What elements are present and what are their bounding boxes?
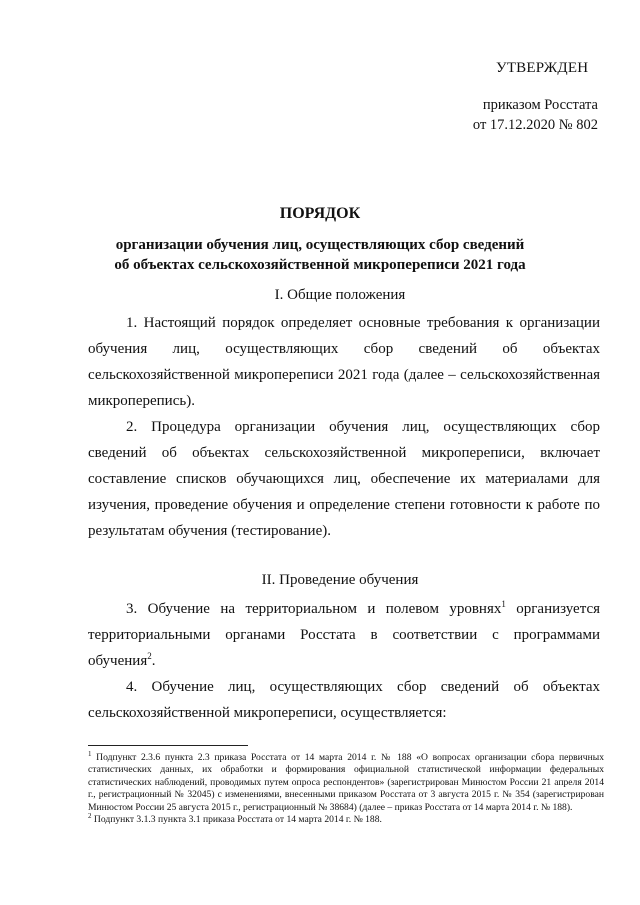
footnote-divider <box>88 745 248 746</box>
footnote-ref-1: 1 <box>501 599 506 609</box>
order-reference <box>473 95 598 135</box>
footnote-2-mark: 2 <box>88 811 92 820</box>
paragraph-3-text-b: организуется территориальными органами Росстата в соответствии с программами обучения <box>88 601 600 669</box>
paragraph-3-text-a: 3. Обучение на территориальном и полевом уровнях <box>126 601 502 617</box>
approved-stamp: УТВЕРЖДЕН <box>496 60 589 76</box>
footnote-1-mark: 1 <box>88 749 92 758</box>
document-subtitle <box>0 235 640 275</box>
subtitle-line-2: об объектах сельскохозяйственной микропереписи 2021 года <box>114 257 526 273</box>
order-line-2: от 17.12.2020 № 802 <box>472 117 598 133</box>
footnote-2-text: Подпункт 3.1.3 пункта 3.1 приказа Росстата от 14 марта 2014 г. № 188. <box>91 814 382 826</box>
document-title: ПОРЯДОК <box>279 205 361 222</box>
paragraph-3-text-c: . <box>151 653 156 669</box>
paragraph-4: 4. Обучение лиц, осуществляющих сбор сведений об объектах сельскохозяйственной микропереписи, осуществляется: <box>88 679 600 721</box>
footnote-2 <box>88 811 604 826</box>
footnotes <box>88 749 604 826</box>
order-line-1: приказом Росстата <box>482 97 598 113</box>
footnote-1 <box>88 749 604 814</box>
paragraph-3 <box>88 596 600 674</box>
section-heading-general: I. Общие положения <box>274 287 406 303</box>
footnote-1-text: Подпункт 2.3.6 пункта 2.3 приказа Росстата от 14 марта 2014 г. № 188 «О вопросах организации сбора первичных статистических данных, их обработки и формирования официальной статистической информации федеральных статистических наблюдений, проводимых путем опроса респондентов» (зарегистрирован Минюстом России 21 апреля 2014 г., регистрационный № 32045) с изменениями, внесенными приказом Росстата от 3 августа 2015 г. № 354 (зарегистрирован Минюстом России 25 августа 2015 г., регистрационный № 38684) (далее – приказ Росстата от 14 марта 2014 г. № 188). <box>88 752 604 813</box>
footnote-ref-2: 2 <box>147 651 152 661</box>
paragraph-1: 1. Настоящий порядок определяет основные требования к организации обучения лиц, осуществляющих сбор сведений об объектах сельскохозяйственной микропереписи 2021 года (далее – сельскохозяйственная микроперепись). <box>88 315 600 409</box>
subtitle-line-1: организации обучения лиц, осуществляющих сбор сведений <box>115 237 525 253</box>
paragraph-2: 2. Процедура организации обучения лиц, осуществляющих сбор сведений об объектах сельскохозяйственной микропереписи, включает составление списков обучающихся лиц, обеспечение их материалами для изучения, проведение обучения и определение степени готовности к работе по результатам обучения (тестирование). <box>88 419 600 539</box>
section-heading-training: II. Проведение обучения <box>261 572 419 588</box>
